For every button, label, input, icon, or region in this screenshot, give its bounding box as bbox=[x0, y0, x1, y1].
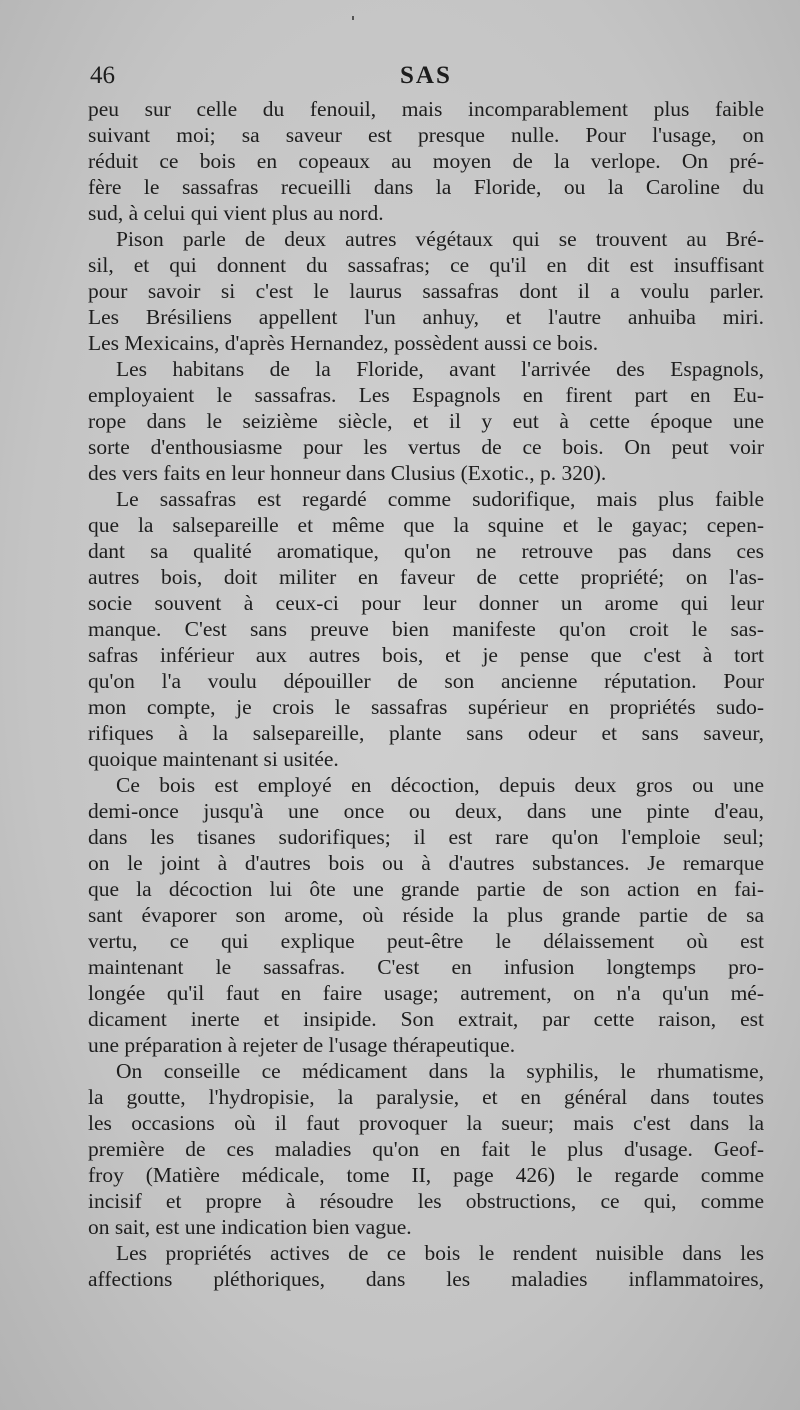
text-line: sil, et qui donnent du sassafras; ce qu'il en dit est insuffisant bbox=[88, 253, 764, 277]
text-line: dicament inerte et insipide. Son extrait, par cette raison, est bbox=[88, 1007, 764, 1031]
text-line: suivant moi; sa saveur est presque nulle. Pour l'usage, on bbox=[88, 123, 764, 147]
page-header bbox=[90, 62, 770, 94]
text-line: Les habitans de la Floride, avant l'arrivée des Espagnols, bbox=[116, 357, 764, 381]
text-line: quoique maintenant si usitée. bbox=[88, 747, 339, 771]
text-line: Ce bois est employé en décoction, depuis deux gros ou une bbox=[116, 773, 764, 797]
text-line: la goutte, l'hydropisie, la paralysie, et en général dans toutes bbox=[88, 1085, 764, 1109]
text-line: sorte d'enthousiasme pour les vertus de ce bois. On peut voir bbox=[88, 435, 764, 459]
text-line: employaient le sassafras. Les Espagnols en firent part en Eu- bbox=[88, 383, 764, 407]
text-line: que la salsepareille et même que la squine et le gayac; cepen- bbox=[88, 513, 764, 537]
text-line: réduit ce bois en copeaux au moyen de la verlope. On pré- bbox=[88, 149, 764, 173]
text-line: vertu, ce qui explique peut-être le délaissement où est bbox=[88, 929, 764, 953]
text-line: autres bois, doit militer en faveur de cette propriété; on l'as- bbox=[88, 565, 764, 589]
text-line: Les propriétés actives de ce bois le rendent nuisible dans les bbox=[116, 1241, 764, 1265]
text-line: pour savoir si c'est le laurus sassafras dont il a voulu parler. bbox=[88, 279, 764, 303]
text-line: fère le sassafras recueilli dans la Floride, ou la Caroline du bbox=[88, 175, 764, 199]
text-line: on le joint à d'autres bois ou à d'autres substances. Je remarque bbox=[88, 851, 764, 875]
text-line: les occasions où il faut provoquer la sueur; mais c'est dans la bbox=[88, 1111, 764, 1135]
text-line: socie souvent à ceux-ci pour leur donner un arome qui leur bbox=[88, 591, 764, 615]
text-line: Le sassafras est regardé comme sudorifique, mais plus faible bbox=[116, 487, 764, 511]
body-text bbox=[88, 96, 764, 1292]
text-line: maintenant le sassafras. C'est en infusion longtemps pro- bbox=[88, 955, 764, 979]
text-line: peu sur celle du fenouil, mais incomparablement plus faible bbox=[88, 97, 764, 121]
text-line: On conseille ce médicament dans la syphilis, le rhumatisme, bbox=[116, 1059, 764, 1083]
text-line: une préparation à rejeter de l'usage thérapeutique. bbox=[88, 1033, 516, 1057]
text-line: sud, à celui qui vient plus au nord. bbox=[88, 201, 384, 225]
text-line: dant sa qualité aromatique, qu'on ne retrouve pas dans ces bbox=[88, 539, 764, 563]
text-line: affections pléthoriques, dans les maladies inflammatoires, bbox=[88, 1267, 764, 1291]
text-line: Les Brésiliens appellent l'un anhuy, et l'autre anhuiba miri. bbox=[88, 305, 764, 329]
text-line: demi-once jusqu'à une once ou deux, dans une pinte d'eau, bbox=[88, 799, 764, 823]
text-line: incisif et propre à résoudre les obstructions, ce qui, comme bbox=[88, 1189, 764, 1213]
text-line: rope dans le seizième siècle, et il y eut à cette époque une bbox=[88, 409, 764, 433]
text-line: que la décoction lui ôte une grande partie de son action en fai- bbox=[88, 877, 764, 901]
text-line: Pison parle de deux autres végétaux qui se trouvent au Bré- bbox=[116, 227, 764, 251]
text-line: première de ces maladies qu'on en fait le plus d'usage. Geof- bbox=[88, 1137, 764, 1161]
text-line: des vers faits en leur honneur dans Clusius (Exotic., p. 320). bbox=[88, 461, 607, 485]
text-line: safras inférieur aux autres bois, et je pense que c'est à tort bbox=[88, 643, 764, 667]
text-line: on sait, est une indication bien vague. bbox=[88, 1215, 412, 1239]
text-line: qu'on l'a voulu dépouiller de son ancienne réputation. Pour bbox=[88, 669, 764, 693]
text-line: manque. C'est sans preuve bien manifeste qu'on croit le sas- bbox=[88, 617, 764, 641]
text-line: mon compte, je crois le sassafras supérieur en propriétés sudo- bbox=[88, 695, 764, 719]
text-line: longée qu'il faut en faire usage; autrement, on n'a qu'un mé- bbox=[88, 981, 764, 1005]
text-line: dans les tisanes sudorifiques; il est rare qu'on l'emploie seul; bbox=[88, 825, 764, 849]
running-head: SAS bbox=[400, 62, 452, 89]
text-line: rifiques à la salsepareille, plante sans odeur et sans saveur, bbox=[88, 721, 764, 745]
text-line: froy (Matière médicale, tome II, page 426) le regarde comme bbox=[88, 1163, 764, 1187]
text-line: Les Mexicains, d'après Hernandez, possèdent aussi ce bois. bbox=[88, 331, 599, 355]
print-speck bbox=[352, 16, 354, 20]
page-number: 46 bbox=[90, 62, 115, 89]
text-line: sant évaporer son arome, où réside la plus grande partie de sa bbox=[88, 903, 764, 927]
